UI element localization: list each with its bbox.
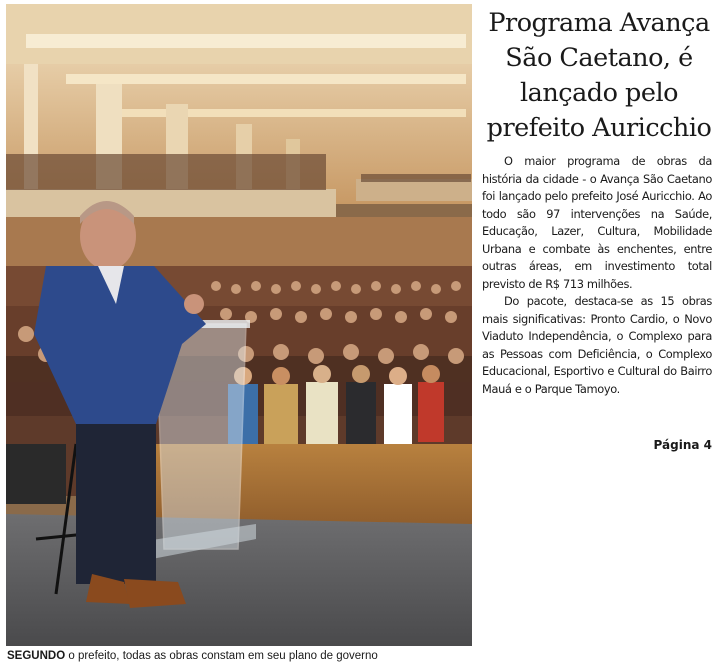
photo-caption xyxy=(7,648,477,664)
article-headline: Programa Avança São Caetano, é lançado pelo prefeito Auricchio xyxy=(486,8,712,143)
caption-text: o prefeito, todas as obras constam em seu plano de governo xyxy=(65,650,378,662)
article-body xyxy=(482,153,712,398)
page-reference: Página 4 xyxy=(653,438,712,452)
article-paragraph: O maior programa de obras da história da cidade - o Avança São Caetano foi lançado pelo prefeito José Auricchio. Ao todo são 97 intervenções na Saúde, Educação, Lazer, Cultura, Mobilidade Urbana e combate às enchentes, entre outras áreas, em investimento total previsto de R$ 713 milhões. xyxy=(482,154,712,291)
article-paragraph: Do pacote, destaca-se as 15 obras mais significativas: Pronto Cardio, o Novo Viaduto Independência, o Complexo para as Pessoas com Deficiência, o Complexo Educacional, Esportivo e Cultural do Bairro Mauá e o Parque Tamoyo. xyxy=(482,294,712,396)
event-photo xyxy=(6,4,472,646)
speaker-at-podium-photo-icon xyxy=(6,4,472,646)
caption-lead: SEGUNDO xyxy=(7,650,66,662)
